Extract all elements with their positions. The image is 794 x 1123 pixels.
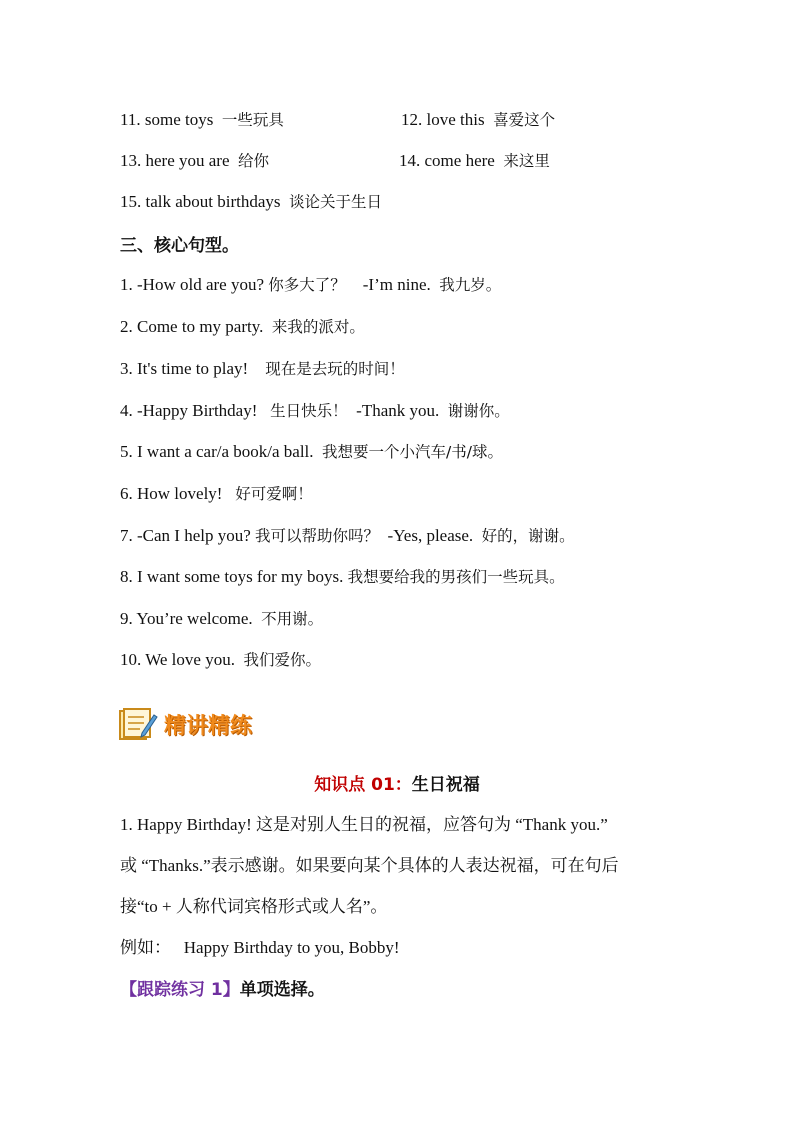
section-heading: 三、核心句型。 <box>120 236 239 256</box>
explanation-line: 接“to + 人称代词宾格形式或人名”。 <box>120 897 388 916</box>
sentence-item <box>120 648 321 670</box>
explanation-line: 1. Happy Birthday! 这是对别人生日的祝福，应答句为 “Thank you.” <box>120 815 608 834</box>
sentence-english: -Yes, please. <box>387 526 474 545</box>
phrase-item <box>120 108 284 130</box>
phrase-english: 14. come here <box>399 151 495 170</box>
example-label: 例如： <box>120 938 171 957</box>
sentence-english: 9. You’re welcome. <box>120 609 253 628</box>
phrase-item <box>120 190 382 212</box>
phrase-item <box>399 149 550 171</box>
sentence-item <box>120 565 565 587</box>
sentence-item <box>120 524 575 546</box>
sentence-item <box>120 440 503 462</box>
sentence-chinese: 生日快乐！ <box>270 402 348 420</box>
knowledge-point-label: 知识点 01： <box>314 775 412 795</box>
sentence-item <box>120 273 501 295</box>
practice-text: 单项选择。 <box>239 980 325 1000</box>
banner-title: 精讲精练 <box>164 713 253 739</box>
explanation-line: 或 “Thanks.”表示感谢。如果要向某个具体的人表达祝福，可在句后 <box>120 856 619 875</box>
sentence-chinese: 我想要一个小汽车/书/球。 <box>322 443 503 461</box>
sentence-chinese: 我九岁。 <box>439 276 502 294</box>
sentence-chinese: 你多大了？ <box>268 276 346 294</box>
explanation-paragraph <box>120 804 680 968</box>
practice-tag: 【跟踪练习 1】 <box>120 980 240 1000</box>
sentence-english: -I’m nine. <box>362 275 431 294</box>
sentence-english: 2. Come to my party. <box>120 317 264 336</box>
sentence-chinese: 谢谢你。 <box>447 402 510 420</box>
sentence-item <box>120 607 323 629</box>
sentence-chinese: 现在是去玩的时间！ <box>265 360 405 378</box>
practice-heading <box>120 975 325 1000</box>
phrase-chinese: 来这里 <box>503 152 550 170</box>
sentence-english: 6. How lovely! <box>120 484 223 503</box>
sentence-english: 3. It's time to play! <box>120 359 249 378</box>
sentence-chinese: 我们爱你。 <box>243 651 321 669</box>
phrase-chinese: 喜爱这个 <box>493 111 556 129</box>
sentence-english: 5. I want a car/a book/a ball. <box>120 442 314 461</box>
phrase-item <box>120 149 269 171</box>
sentence-chinese: 好可爱啊！ <box>235 485 313 503</box>
sentence-item <box>120 482 313 504</box>
sentence-english: -Thank you. <box>356 401 440 420</box>
sentence-english: 7. -Can I help you? <box>120 526 251 545</box>
sentence-chinese: 我可以帮助你吗？ <box>255 527 380 545</box>
phrase-english: 15. talk about birthdays <box>120 192 281 211</box>
phrase-chinese: 给你 <box>238 152 270 170</box>
phrase-english: 13. here you are <box>120 151 230 170</box>
sentence-chinese: 不用谢。 <box>261 610 324 628</box>
sentence-item <box>120 315 365 337</box>
sentence-english: 10. We love you. <box>120 650 235 669</box>
phrase-chinese: 谈论关于生日 <box>289 193 383 211</box>
notebook-pencil-icon <box>118 707 158 741</box>
sentence-chinese: 好的，谢谢。 <box>481 527 575 545</box>
knowledge-point-name: 生日祝福 <box>411 775 480 795</box>
phrase-english: 12. love this <box>401 110 485 129</box>
example-line <box>120 927 680 968</box>
phrase-chinese: 一些玩具 <box>221 111 284 129</box>
example-sentence: Happy Birthday to you, Bobby! <box>183 938 400 957</box>
sentence-english: 4. -Happy Birthday! <box>120 401 258 420</box>
sentence-english: 8. I want some toys for my boys. <box>120 567 344 586</box>
sentence-item <box>120 399 510 421</box>
phrase-english: 11. some toys <box>120 110 214 129</box>
section-banner <box>118 704 252 744</box>
sentence-chinese: 我想要给我的男孩们一些玩具。 <box>347 568 565 586</box>
knowledge-point-title <box>0 770 794 795</box>
sentence-english: 1. -How old are you? <box>120 275 264 294</box>
sentence-chinese: 来我的派对。 <box>271 318 365 336</box>
sentence-item <box>120 357 405 379</box>
phrase-item <box>401 108 555 130</box>
